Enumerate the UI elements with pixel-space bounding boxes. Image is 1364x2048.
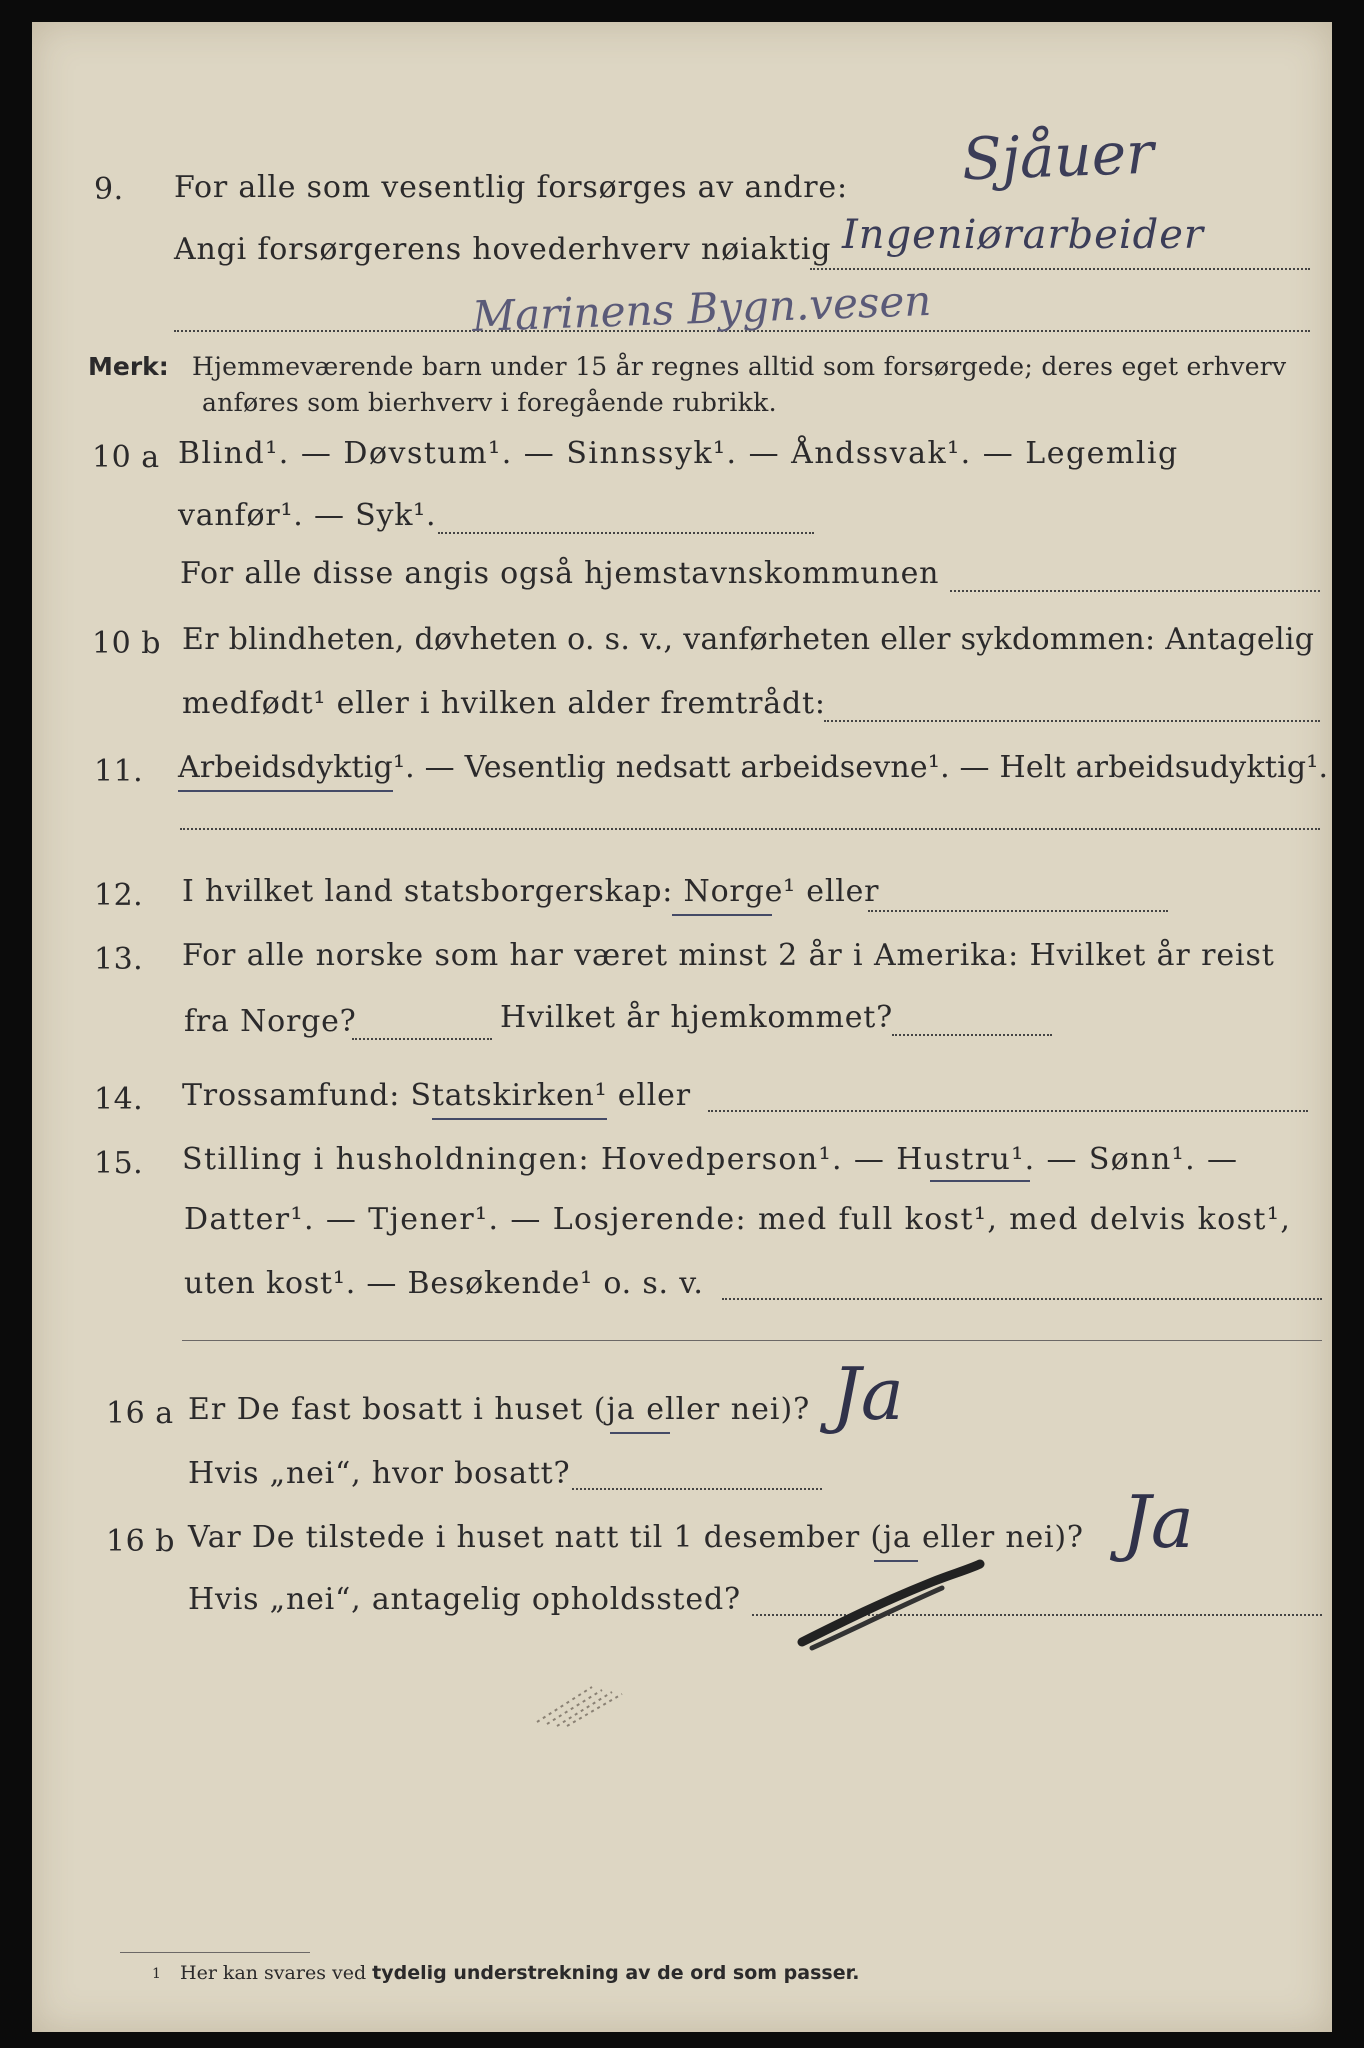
ink-strike-mark: [792, 1542, 992, 1662]
q10b-number: 10 b: [92, 626, 161, 661]
merk-line2: anføres som bierhverv i foregående rubrikk.: [202, 388, 777, 417]
q10b-line2-fill: [824, 720, 1320, 722]
footnote-text-plain: Her kan svares ved: [180, 1962, 367, 1984]
q9-number: 9.: [94, 172, 124, 207]
q16a-answer-line: [572, 1488, 822, 1490]
q16a-line2: Hvis „nei“, hvor bosatt?: [188, 1456, 571, 1491]
section-divider: [182, 1340, 1322, 1341]
census-form-page: [32, 22, 1332, 2032]
q9-answer-line: [810, 268, 1310, 270]
q13-line1: For alle norske som har været minst 2 år i Amerika: Hvilket år reist: [182, 938, 1275, 973]
q16b-number: 16 b: [106, 1524, 175, 1559]
q10b-line1: Er blindheten, døvheten o. s. v., vanførheten eller sykdommen: Antagelig: [182, 622, 1315, 657]
q10b-line2: medfødt¹ eller i hvilken alder fremtrådt:: [182, 686, 826, 721]
q12-number: 12.: [94, 878, 144, 913]
handwritten-tilstede-answer: Ja: [1122, 1480, 1194, 1564]
q13-number: 13.: [94, 942, 144, 977]
q15-underline-hustru: [930, 1180, 1030, 1182]
q14-underline-statskirken: [432, 1118, 607, 1120]
handwritten-occupation-top: Sjåuer: [960, 118, 1155, 194]
q16a-underline-ja: [610, 1432, 670, 1434]
q14-line1: Trossamfund: Statskirken¹ eller: [182, 1078, 691, 1113]
handwritten-employer-answer: Marinens Bygn.vesen: [471, 275, 933, 342]
q10a-line3: For alle disse angis også hjemstavnskommunen: [180, 556, 940, 591]
q13-line2b: Hvilket år hjemkommet?: [500, 1000, 894, 1035]
q9-line2: Angi forsørgerens hovederhverv nøiaktig: [174, 232, 832, 267]
q13-reist-fill: [352, 1038, 492, 1040]
q9-line1: For alle som vesentlig forsørges av andre:: [174, 170, 848, 205]
q10a-line3-fill: [950, 590, 1320, 592]
merk-label: Merk:: [88, 352, 169, 381]
q15-line2: Datter¹. — Tjener¹. — Losjerende: med full kost¹, med delvis kost¹,: [184, 1202, 1292, 1237]
footnote-rule: [120, 1952, 310, 1953]
ink-smudge: [532, 1662, 652, 1732]
q14-answer-line: [708, 1110, 1308, 1112]
merk-line1: Hjemmeværende barn under 15 år regnes alltid som forsørgede; deres eget erhverv: [192, 352, 1287, 381]
footnote-text-bold: tydelig understrekning av de ord som passer.: [372, 1962, 860, 1984]
q16a-line1: Er De fast bosatt i huset (ja eller nei)?: [188, 1392, 811, 1427]
q10a-line2-fill: [438, 532, 814, 534]
q11-answer-line: [180, 828, 1320, 830]
handwritten-occupation-answer: Ingeniørarbeider: [842, 212, 1205, 258]
q14-number: 14.: [94, 1082, 144, 1117]
q10a-line1: Blind¹. — Døvstum¹. — Sinnssyk¹. — Åndssvak¹. — Legemlig: [178, 436, 1179, 471]
handwritten-bosatt-answer: Ja: [832, 1352, 904, 1436]
q12-line1: I hvilket land statsborgerskap: Norge¹ eller: [182, 874, 880, 909]
q12-answer-line: [868, 910, 1168, 912]
q15-line1: Stilling i husholdningen: Hovedperson¹. — Hustru¹. — Sønn¹. —: [182, 1142, 1239, 1177]
footnote-mark: 1: [152, 1966, 161, 1982]
q13-line2a: fra Norge?: [184, 1004, 357, 1039]
q10a-number: 10 a: [92, 440, 160, 475]
q12-underline-norge: [672, 914, 772, 916]
q11-number: 11.: [94, 754, 144, 789]
q11-line1: Arbeidsdyktig¹. — Vesentlig nedsatt arbeidsevne¹. — Helt arbeidsudyktig¹.: [178, 750, 1329, 785]
q16b-line2: Hvis „nei“, antagelig opholdssted?: [188, 1582, 741, 1617]
q16a-number: 16 a: [106, 1396, 174, 1431]
q15-number: 15.: [94, 1146, 144, 1181]
footnote-text: [180, 1962, 859, 1984]
q15-line3: uten kost¹. — Besøkende¹ o. s. v.: [184, 1266, 704, 1301]
q16b-line1: Var De tilstede i huset natt til 1 desember (ja eller nei)?: [188, 1520, 1084, 1555]
q11-underline-arbeidsdyktig: [178, 790, 393, 792]
q13-hjemkommet-fill: [892, 1034, 1052, 1036]
q10a-line2: vanfør¹. — Syk¹.: [178, 498, 437, 533]
q15-answer-line: [722, 1298, 1322, 1300]
